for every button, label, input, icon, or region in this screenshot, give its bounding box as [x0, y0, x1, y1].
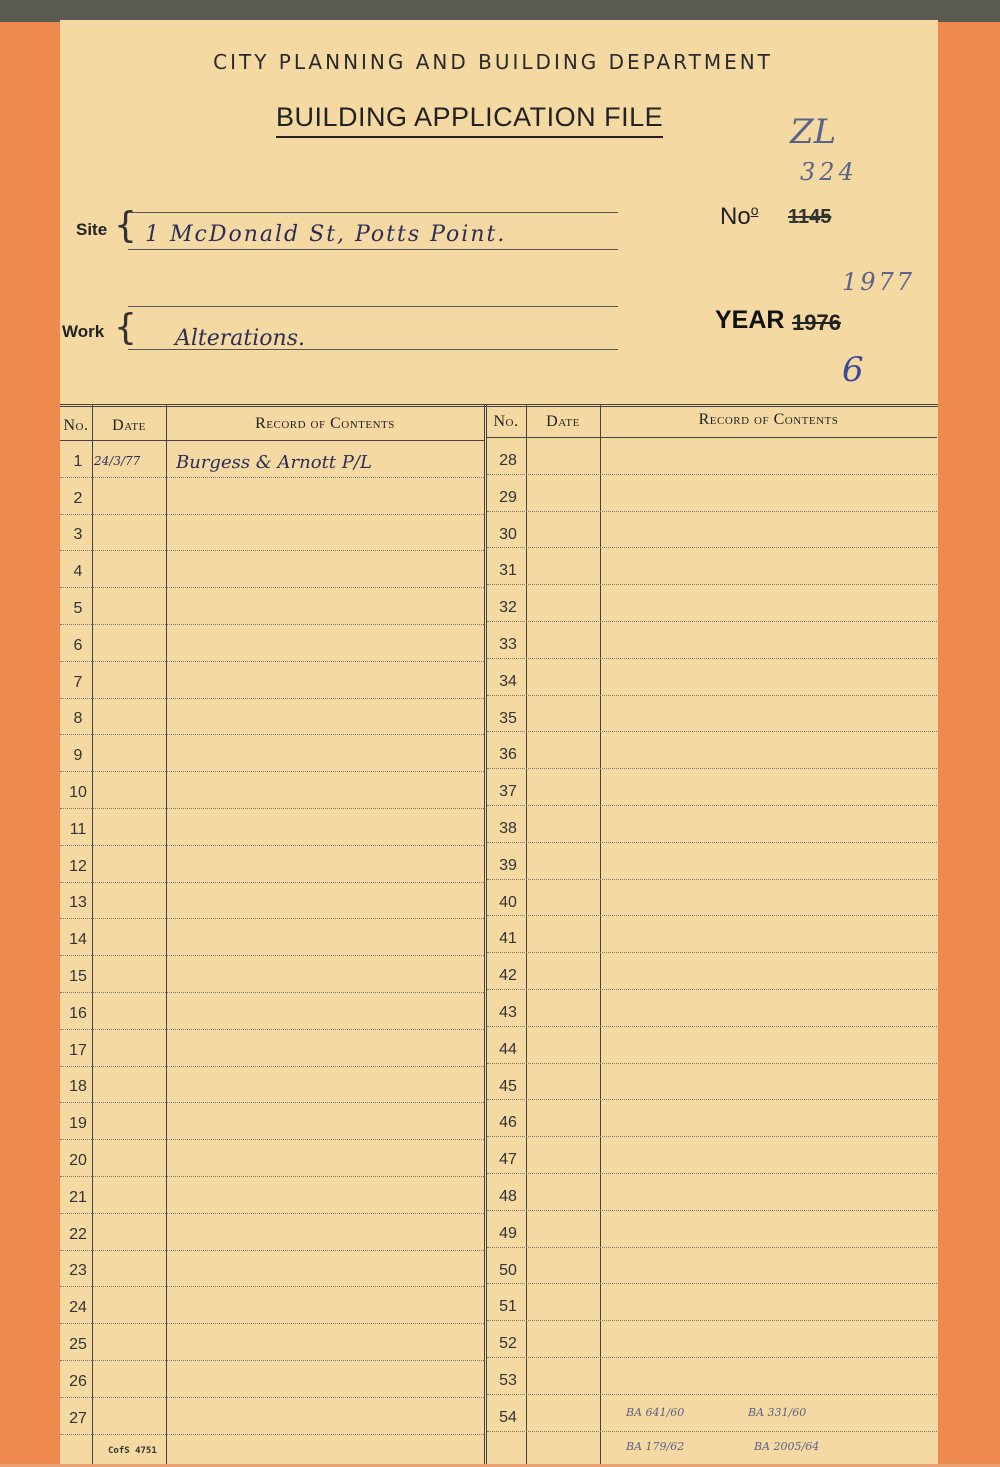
- pencil-note: BA 641/60: [626, 1406, 685, 1419]
- row-number: 50: [499, 1261, 517, 1279]
- row-number: 54: [499, 1408, 517, 1426]
- row-number: 12: [69, 857, 87, 875]
- row-rule: [487, 547, 937, 548]
- row-rule: [60, 587, 484, 588]
- site-brace: {: [114, 205, 137, 246]
- file-cover-left-edge: [0, 22, 64, 1464]
- row-number: 34: [499, 672, 517, 690]
- row-rule: [487, 805, 937, 806]
- year-value: 1976: [792, 310, 841, 335]
- row-number: 13: [69, 894, 87, 912]
- row-number: 41: [499, 930, 517, 948]
- row-rule: [60, 1139, 484, 1140]
- row-number: 52: [499, 1335, 517, 1353]
- row-rule: [60, 955, 484, 956]
- row-rule: [60, 1176, 484, 1177]
- row-number: 26: [69, 1372, 87, 1390]
- work-brace: {: [114, 307, 137, 348]
- row-date: 24/3/77: [94, 454, 141, 468]
- row-number: 16: [69, 1004, 87, 1022]
- form-title: BUILDING APPLICATION FILE: [276, 102, 663, 138]
- row-rule: [60, 1434, 484, 1435]
- row-number: 28: [499, 452, 517, 469]
- row-rule: [487, 1026, 937, 1027]
- row-rule: [487, 879, 937, 880]
- row-number: 3: [73, 526, 83, 544]
- row-rule: [487, 1283, 937, 1284]
- row-record: Burgess & Arnott P/L: [176, 452, 372, 473]
- row-rule: [487, 621, 937, 622]
- row-number: 24: [69, 1299, 87, 1317]
- row-rule: [487, 731, 937, 732]
- row-rule: [487, 584, 937, 585]
- row-rule: [487, 1357, 937, 1358]
- row-rule: [60, 1102, 484, 1103]
- row-rule: [60, 1286, 484, 1287]
- print-code: CofS 4751: [108, 1446, 157, 1456]
- site-line-top: [128, 212, 618, 213]
- row-rule: [487, 768, 937, 769]
- row-number: 51: [499, 1298, 517, 1316]
- row-rule: [60, 771, 484, 772]
- row-rule: [60, 514, 484, 515]
- row-number: 4: [73, 563, 83, 581]
- row-number: 2: [73, 489, 83, 507]
- row-rule: [487, 1247, 937, 1248]
- row-number: 35: [499, 709, 517, 727]
- department-heading: CITY PLANNING AND BUILDING DEPARTMENT: [213, 50, 773, 74]
- work-label: Work: [62, 322, 105, 341]
- row-number: 30: [499, 525, 517, 543]
- row-rule: [60, 1029, 484, 1030]
- row-number: 11: [69, 820, 87, 838]
- row-number: 46: [499, 1114, 517, 1132]
- row-number: 25: [69, 1336, 87, 1353]
- file-cover-right-edge: [937, 22, 1000, 1464]
- row-rule: [487, 1099, 937, 1100]
- row-rule: [60, 698, 484, 699]
- row-number: 15: [69, 968, 87, 985]
- pencil-note: BA 179/62: [626, 1440, 685, 1453]
- pencil-note: BA 331/60: [748, 1406, 807, 1419]
- row-number: 5: [73, 600, 83, 617]
- work-value: Alterations.: [175, 326, 305, 351]
- row-number: 29: [499, 488, 517, 506]
- row-rule: [487, 1210, 937, 1211]
- row-number: 17: [69, 1041, 87, 1059]
- row-rule: [60, 1250, 484, 1251]
- col-divider: [166, 404, 167, 1464]
- row-number: 36: [499, 746, 517, 764]
- row-number: 23: [69, 1262, 87, 1280]
- row-number: 21: [69, 1188, 87, 1206]
- annotation-324: 324: [800, 158, 858, 186]
- header-record: Record of Contents: [698, 411, 839, 428]
- row-rule: [487, 1394, 937, 1395]
- header-date: Date: [546, 413, 580, 430]
- row-rule: [60, 1066, 484, 1067]
- row-number: 8: [73, 710, 83, 728]
- pencil-note: BA 2005/64: [754, 1440, 820, 1453]
- row-rule: [487, 1063, 937, 1064]
- row-rule: [487, 1136, 937, 1137]
- row-number: 6: [73, 636, 83, 654]
- row-rule: [487, 1320, 937, 1321]
- site-value: 1 McDonald St, Potts Point.: [145, 222, 507, 247]
- row-number: 42: [499, 967, 517, 985]
- row-number: 48: [499, 1188, 517, 1205]
- row-rule: [60, 661, 484, 662]
- row-number: 20: [69, 1152, 87, 1169]
- header-date: Date: [112, 417, 146, 434]
- row-number: 39: [499, 856, 517, 874]
- row-number: 1: [73, 452, 83, 470]
- row-rule: [60, 882, 484, 883]
- row-rule: [487, 842, 937, 843]
- header-rule: [60, 440, 484, 441]
- row-rule: [60, 1360, 484, 1361]
- work-line-top: [128, 306, 618, 307]
- row-number: 22: [69, 1225, 87, 1243]
- row-number: 43: [499, 1004, 517, 1021]
- row-number: 32: [499, 599, 517, 617]
- row-rule: [60, 477, 484, 478]
- row-rule: [60, 624, 484, 625]
- file-number-label: No$^o$: [720, 202, 759, 230]
- row-rule: [487, 915, 937, 916]
- row-number: 45: [499, 1077, 517, 1095]
- row-number: 33: [499, 636, 517, 653]
- site-line-bottom: [128, 249, 618, 250]
- row-rule: [60, 845, 484, 846]
- row-number: 9: [73, 747, 83, 765]
- row-rule: [487, 1431, 937, 1432]
- row-number: 14: [69, 931, 87, 949]
- year-correction: 1977: [842, 268, 916, 296]
- row-number: 38: [499, 820, 517, 837]
- row-rule: [60, 550, 484, 551]
- year-label: YEAR: [715, 306, 785, 334]
- header-rule: [487, 437, 937, 438]
- row-rule: [60, 1397, 484, 1398]
- row-rule: [487, 952, 937, 953]
- table-center-divider: [484, 404, 487, 1464]
- row-rule: [487, 658, 937, 659]
- file-number-value: 1145: [788, 206, 832, 228]
- row-number: 49: [499, 1224, 517, 1242]
- row-rule: [487, 511, 937, 512]
- row-number: 40: [499, 893, 517, 911]
- row-rule: [60, 918, 484, 919]
- row-rule: [60, 808, 484, 809]
- row-number: 27: [69, 1409, 87, 1427]
- row-number: 53: [499, 1372, 517, 1389]
- row-number: 31: [499, 562, 517, 580]
- row-number: 10: [69, 784, 87, 801]
- row-number: 19: [69, 1115, 87, 1133]
- site-label: Site: [76, 220, 108, 239]
- header-no: No.: [493, 413, 519, 430]
- col-divider: [600, 404, 601, 1464]
- row-rule: [487, 474, 937, 475]
- row-rule: [487, 1173, 937, 1174]
- row-rule: [60, 734, 484, 735]
- file-cover-top-edge: [0, 0, 1000, 22]
- row-rule: [60, 1323, 484, 1324]
- row-number: 47: [499, 1151, 517, 1169]
- row-number: 37: [499, 783, 517, 801]
- header-no: No.: [63, 417, 89, 434]
- annotation-zl: ZL: [790, 112, 837, 152]
- row-number: 44: [499, 1040, 517, 1058]
- row-rule: [487, 695, 937, 696]
- annotation-digit: 6: [842, 350, 864, 390]
- row-rule: [487, 989, 937, 990]
- row-rule: [60, 992, 484, 993]
- row-number: 18: [69, 1078, 87, 1096]
- row-rule: [60, 1213, 484, 1214]
- header-record: Record of Contents: [255, 415, 395, 432]
- row-number: 7: [73, 673, 83, 691]
